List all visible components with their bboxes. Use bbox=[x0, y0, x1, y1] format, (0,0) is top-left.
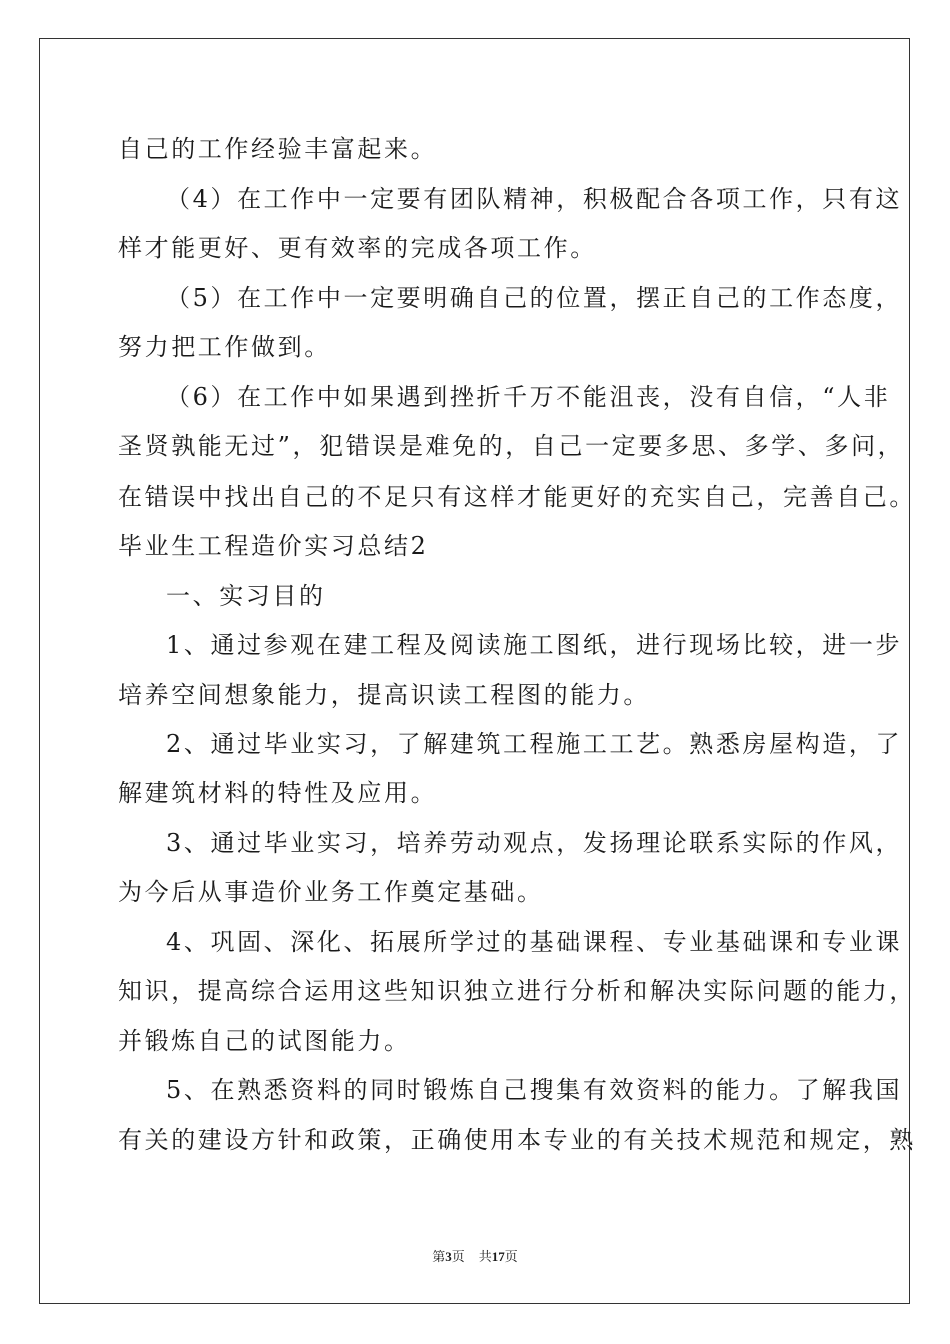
page-footer bbox=[0, 1246, 950, 1265]
text-line: 努力把工作做到。 bbox=[118, 333, 331, 361]
sub-heading: 一、实习目的 bbox=[166, 582, 326, 610]
page-number: 3 bbox=[445, 1249, 452, 1264]
text-line: 知识，提高综合运用这些知识独立进行分析和解决实际问题的能力， bbox=[118, 977, 916, 1005]
total-prefix: 共 bbox=[478, 1249, 492, 1264]
text-line: 培养空间想象能力，提高识读工程图的能力。 bbox=[118, 681, 650, 709]
text-line: 自己的工作经验丰富起来。 bbox=[118, 135, 438, 163]
page-suffix: 页 bbox=[451, 1249, 465, 1264]
page-prefix: 第 bbox=[432, 1249, 446, 1264]
text-line: （4）在工作中一定要有团队精神，积极配合各项工作，只有这 bbox=[166, 185, 903, 213]
section-heading: 毕业生工程造价实习总结2 bbox=[118, 532, 429, 560]
text-line: 在错误中找出自己的不足只有这样才能更好的充实自己，完善自己。 bbox=[118, 483, 916, 511]
total-pages: 17 bbox=[491, 1249, 505, 1264]
text-line: 1、通过参观在建工程及阅读施工图纸，进行现场比较，进一步 bbox=[166, 631, 903, 659]
text-line: 为今后从事造价业务工作奠定基础。 bbox=[118, 878, 544, 906]
text-line: 圣贤孰能无过”，犯错误是难免的，自己一定要多思、多学、多问， bbox=[118, 432, 905, 460]
text-line: 解建筑材料的特性及应用。 bbox=[118, 779, 438, 807]
text-line: 有关的建设方针和政策，正确使用本专业的有关技术规范和规定，熟 bbox=[118, 1126, 916, 1154]
text-line: 5、在熟悉资料的同时锻炼自己搜集有效资料的能力。了解我国 bbox=[166, 1076, 903, 1104]
text-line: （5）在工作中一定要明确自己的位置，摆正自己的工作态度， bbox=[166, 284, 903, 312]
text-line: 并锻炼自己的试图能力。 bbox=[118, 1027, 411, 1055]
text-line: （6）在工作中如果遇到挫折千万不能沮丧，没有自信，“人非 bbox=[166, 383, 891, 411]
total-suffix: 页 bbox=[504, 1249, 518, 1264]
text-line: 2、通过毕业实习，了解建筑工程施工工艺。熟悉房屋构造，了 bbox=[166, 730, 903, 758]
text-line: 样才能更好、更有效率的完成各项工作。 bbox=[118, 234, 597, 262]
text-line: 4、巩固、深化、拓展所学过的基础课程、专业基础课和专业课 bbox=[166, 928, 903, 956]
text-line: 3、通过毕业实习，培养劳动观点，发扬理论联系实际的作风， bbox=[166, 829, 903, 857]
